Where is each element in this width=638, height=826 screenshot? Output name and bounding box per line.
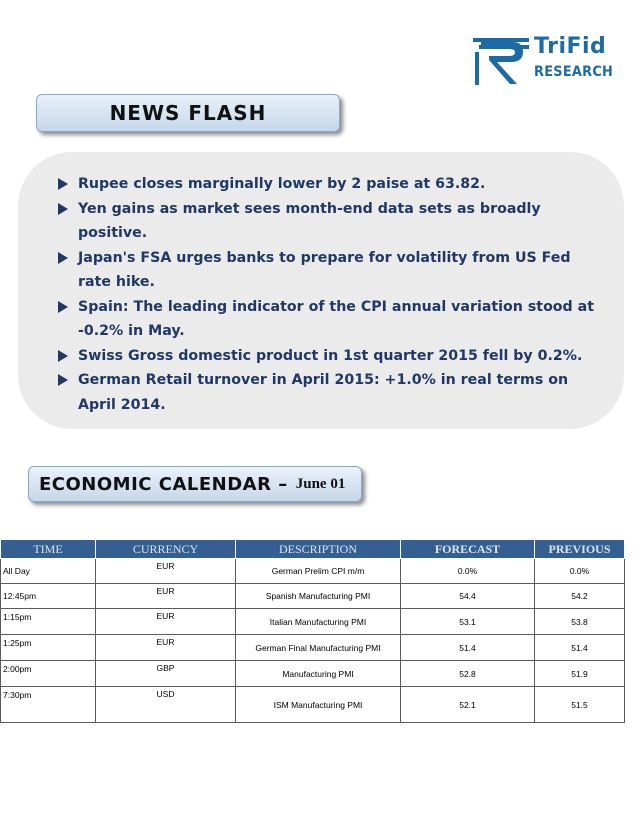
cell-previous: 51.4	[535, 635, 625, 661]
cell-time: All Day	[1, 559, 96, 584]
cell-time: 1:15pm	[1, 609, 96, 635]
cell-previous: 51.9	[535, 661, 625, 687]
cell-description: Italian Manufacturing PMI	[236, 609, 401, 635]
cell-previous: 51.5	[535, 687, 625, 723]
cell-description: German Final Manufacturing PMI	[236, 635, 401, 661]
table-row	[1, 609, 625, 635]
arrow-bullet-icon	[58, 301, 68, 313]
news-item	[58, 295, 603, 344]
news-item-text: Swiss Gross domestic product in 1st quarter 2015 fell by 0.2%.	[78, 347, 583, 364]
table-row	[1, 584, 625, 609]
cell-previous: 53.8	[535, 609, 625, 635]
cell-currency: EUR	[96, 635, 236, 661]
arrow-bullet-icon	[58, 203, 68, 215]
cell-time: 7:30pm	[1, 687, 96, 723]
economic-calendar-title: ECONOMIC CALENDAR –	[39, 473, 288, 495]
cell-description: Manufacturing PMI	[236, 661, 401, 687]
table-row	[1, 559, 625, 584]
news-item	[58, 368, 603, 417]
arrow-bullet-icon	[58, 350, 68, 362]
news-item-text: Japan's FSA urges banks to prepare for volatility from US Fed rate hike.	[78, 249, 571, 290]
news-item-text: Spain: The leading indicator of the CPI annual variation stood at -0.2% in May.	[78, 298, 595, 339]
cell-forecast: 52.1	[401, 687, 535, 723]
news-item-text: Rupee closes marginally lower by 2 paise at 63.82.	[78, 176, 486, 192]
table-header-row	[1, 540, 625, 559]
cell-forecast: 54.4	[401, 584, 535, 609]
cell-currency: GBP	[96, 661, 236, 687]
column-header-forecast: FORECAST	[401, 540, 535, 559]
cell-currency: EUR	[96, 584, 236, 609]
column-header-description: DESCRIPTION	[236, 540, 401, 559]
calendar-date: June 01	[295, 475, 346, 492]
economic-calendar-table	[0, 539, 625, 723]
news-flash-header	[36, 94, 340, 132]
cell-description: Spanish Manufacturing PMI	[236, 584, 401, 609]
cell-previous: 54.2	[535, 584, 625, 609]
column-header-time: TIME	[1, 540, 96, 559]
trifid-logo	[473, 30, 613, 88]
arrow-bullet-icon	[58, 252, 68, 264]
cell-forecast: 52.8	[401, 661, 535, 687]
cell-currency: EUR	[96, 559, 236, 584]
cell-forecast: 53.1	[401, 609, 535, 635]
cell-time: 12:45pm	[1, 584, 96, 609]
cell-currency: EUR	[96, 609, 236, 635]
news-item-text: Yen gains as market sees month-end data sets as broadly positive.	[78, 200, 541, 241]
news-list	[58, 172, 603, 417]
news-item	[58, 197, 603, 246]
economic-calendar-header	[28, 466, 362, 502]
cell-time: 2:00pm	[1, 661, 96, 687]
news-flash-title: NEWS FLASH	[109, 101, 267, 125]
news-item	[58, 344, 603, 369]
news-item-text: German Retail turnover in April 2015: +1.0% in real terms on April 2014.	[78, 372, 569, 413]
table-row	[1, 661, 625, 687]
cell-description: German Prelim CPI m/m	[236, 559, 401, 584]
cell-forecast: 0.0%	[401, 559, 535, 584]
table-row	[1, 687, 625, 723]
cell-currency: USD	[96, 687, 236, 723]
cell-description: ISM Manufacturing PMI	[236, 687, 401, 723]
column-header-previous: PREVIOUS	[535, 540, 625, 559]
news-item	[58, 246, 603, 295]
logo-brand: TriFid	[534, 34, 607, 59]
logo-subtitle: RESEARCH	[534, 64, 614, 80]
news-item	[58, 172, 603, 197]
arrow-bullet-icon	[58, 178, 68, 190]
cell-previous: 0.0%	[535, 559, 625, 584]
cell-time: 1:25pm	[1, 635, 96, 661]
column-header-currency: CURRENCY	[96, 540, 236, 559]
table-row	[1, 635, 625, 661]
cell-forecast: 51.4	[401, 635, 535, 661]
arrow-bullet-icon	[58, 374, 68, 386]
rupee-icon	[473, 30, 531, 86]
